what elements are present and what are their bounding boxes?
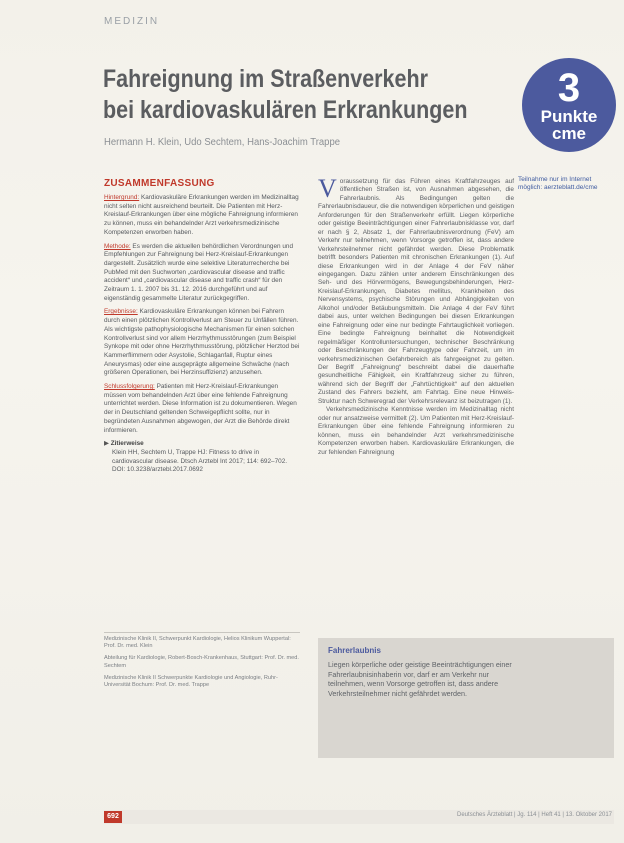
info-box-text: Liegen körperliche oder geistige Beeinträchtigungen einer Fahrerlaubnisinhaberin vor, darf er am Verkehr nur teilnehmen, wenn Vorsorge getroffen ist, dass andere Verkehrsteilnehmer nicht gefährdet werden. — [328, 660, 512, 698]
journal-reference: Deutsches Ärzteblatt | Jg. 114 | Heft 41 | 13. Oktober 2017 — [457, 812, 612, 818]
cme-label: cme — [551, 124, 587, 143]
affiliation-3: Medizinische Klinik II Schwerpunkte Kardiologie und Angiologie, Ruhr-Universität Bochum: Prof. Dr. med. Trappe — [104, 674, 278, 689]
summary-column — [104, 194, 300, 475]
body-text-column — [318, 174, 514, 457]
summary-method — [104, 243, 300, 304]
page-number: 692 — [104, 811, 122, 823]
cme-points-badge — [522, 58, 616, 152]
citation — [104, 440, 300, 475]
article-title — [103, 64, 468, 126]
affiliations-divider — [104, 632, 300, 633]
background-text: Kardiovaskuläre Erkrankungen werden im Medizinalltag nicht selten nicht ausreichend beurteilt. Die Patienten mit Herz-Kreislauf-Erkrankungen über eine mögliche Fahreignung informieren zu können, muss ein behandelnder Arzt verkehrsmedizinische Kompetenzen erworben haben. — [104, 194, 299, 236]
body-paragraph-1-text: oraussetzung für das Führen eines Kraftfahrzeuges auf öffentlichen Straßen ist, von Ausnahmen abgesehen, die Fahrerlaubnis. Als Bedingungen gelten die Fahrerlaubnisdaueur, die die notwendigen körperlichen und geistigen Anforderungen für den Straßenverkehr erfüllt. Liegen körperliche oder geistige Beeinträchtigungen einer Fahrerlaubnisklasse vor, darf er nach § 2, Absatz 1, der Fahrerlaubnisverordnung (FeV) am Verkehr nur teilnehmen, wenn Vorsorge getroffen ist, dass andere Verkehrsteilnehmer nicht gefährdet werden. Diese Problematik betrifft besonders Patienten mit chronischen Erkrankungen (1). Auf diese Erkrankungen wird in der Anlage 4 der FeV näher eingegangen. Dazu zählen unter anderem Einschränkungen des Seh- und des Hörvermögens, Bewegungsbehinderungen, Herz-Kreislauf-Erkrankungen, Diabetes mellitus, Krankheiten des Nervensystems, psychische Störungen und Abhängigkeiten von Alkohol und/oder Betäubungsmitteln. Die Anlage 4 der FeV führt dabei aus, unter welchen Bedingungen bei diesen Erkrankungen eine Fahreignung oder eine nur bedingte Fahrtauglichkeit vorliegen. Eine bedingte Fahreignung beinhaltet die Notwendigkeit regelmäßiger Kontrolluntersuchungen, technischer Beschränkung oder Beschränkungen der Fahrzeugtype oder Fahrzeit, um im verkehrsmedizinischen Gefahrbereich als fahrgeeignet zu gelten. Der Begriff „Fahreignung“ beschreibt dabei die dauerhafte gesundheitliche Fähigkeit, ein Kraftfahrzeug sicher zu führen, während sich der Begriff der „Fahrtüchtigkeit“ auf den aktuellen Zustand des Fahrers bezieht, am Fahrtag. Eine neue Hinweis-Struktur nach Schweregrad der Verkehrsrelevanz ist beizutragen (1). — [318, 178, 514, 405]
method-label: Methode: — [104, 242, 131, 250]
authors: Hermann H. Klein, Udo Sechtem, Hans-Joachim Trappe — [104, 137, 341, 148]
results-label: Ergebnisse: — [104, 308, 138, 316]
background-label: Hintergrund: — [104, 194, 140, 201]
conclusion-label: Schlussfolgerung: — [104, 383, 155, 391]
cme-participation-note: Teilnahme nur im Internet möglich: aerzteblatt.de/cme — [518, 176, 598, 191]
affiliation-2: Abteilung für Kardiologie, Robert-Bosch-Krankenhaus, Stuttgart: Prof. Dr. med. Sechtem — [104, 655, 299, 669]
title-line-1: Fahreignung im Straßenverkehr — [103, 65, 428, 93]
citation-text: Klein HH, Sechtem U, Trappe HJ: Fitness to drive in cardiovascular disease. Dtsch Arztebl Int 2017; 114: 692–702. DOI: 10.3238/arztebl.2017.0692 — [112, 448, 288, 474]
affiliations — [104, 636, 300, 694]
title-line-2: bei kardiovaskulären Erkrankungen — [103, 96, 468, 124]
method-text: Es werden die aktuellen behördlichen Verordnungen und Empfehlungen zur Fahreignung bei Herz-Kreislauf-Erkrankungen dargestellt. Zusätzlich wurde eine selektive Literaturrecherche bei PubMed mit den Suchworten „cardiovascular disease and traffic accident“ und „cardiovascular disease and traffic crash“ für den Zeitraum 1. 1. 2007 bis 31. 12. 2016 durchgeführt und auf eigenständig gesammelte Literatur zurückgegriffen. — [104, 242, 294, 302]
summary-heading: ZUSAMMENFASSUNG — [104, 178, 215, 189]
results-text: Kardiovaskuläre Erkrankungen können bei Fahrern durch einen plötzlichen Kontrollverlust am Steuer zu Unfällen führen. Als wichtigste pathophysiologische Mechanismen für einen solchen Kontrollverlust sind vor allem Herzrhythmusstörungen (zum Beispiel Synkope mit oder ohne Herzrhythmusstörung, plötzlicher Herztod bei Kammerflimmern oder Asystolie, Schlaganfall, Ruptur eines Aneurysmas) oder eine ausgeprägte allgemeine Schwäche (nach größeren Operationen, bei Herzinsuffizienz) anzusehen. — [104, 308, 300, 377]
summary-background — [104, 194, 300, 238]
section-label: MEDIZIN — [104, 16, 160, 27]
info-box-title: Fahrerlaubnis — [328, 646, 381, 655]
summary-conclusion — [104, 383, 300, 435]
citation-label: Zitierweise — [110, 440, 144, 448]
body-paragraph-2: Verkehrsmedizinische Kenntnisse werden im Medizinalltag nicht oder nur ansatzweise vermittelt (2). Um Patienten mit Herz-Kreislauf-Erkrankungen über eine fehlende Fahreignung informieren zu können, muss ein behandelnder Arzt verkehrsmedizinische Kompetenzen erworben haben. Kardiovaskuläre Erkrankungen, die zur fehlenden Fahreignung — [318, 406, 514, 456]
summary-results — [104, 308, 300, 378]
points-label: Punkte — [540, 107, 598, 126]
body-paragraph-1 — [318, 174, 514, 406]
affiliation-1: Medizinische Klinik II, Schwerpunkt Kardiologie, Helios Klinikum Wuppertal: Prof. Dr. med. Klein — [104, 636, 291, 650]
points-number: 3 — [557, 66, 581, 110]
triangle-icon: ▶ — [104, 440, 109, 448]
drop-cap: V — [318, 174, 337, 203]
conclusion-text: Patienten mit Herz-Kreislauf-Erkrankungen müssen vom behandelnden Arzt über eine fehlende Fahreignung unterrichtet werden. Diese Information ist zu dokumentieren. Wegen der in Deutschland geltenden Schweigepflicht sollte, nur in begründeten Ausnahmen abgewogen, der Arzt die Behörde direkt informieren. — [104, 383, 297, 434]
